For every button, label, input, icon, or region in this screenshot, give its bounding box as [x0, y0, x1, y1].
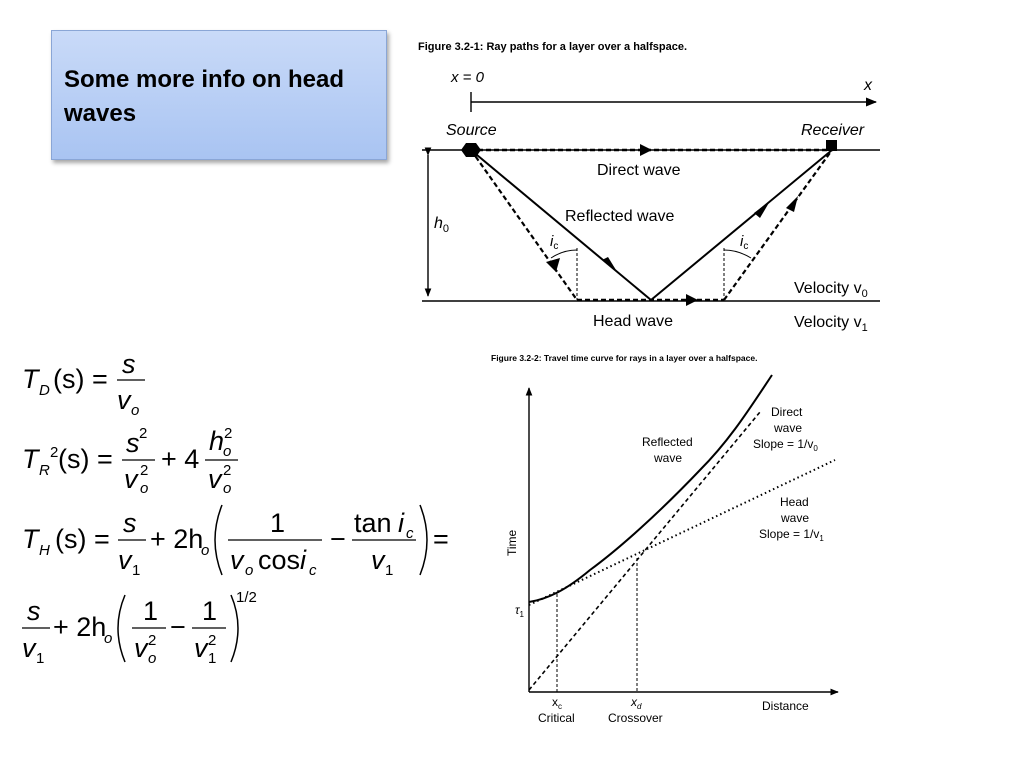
- equation-head: [22, 505, 449, 579]
- svg-text:D: D: [39, 382, 50, 399]
- direct-wave-text-1: Direct: [771, 405, 803, 419]
- svg-text:2: 2: [224, 425, 233, 442]
- critical-label: Critical: [538, 711, 575, 725]
- ray-path-figure: [418, 41, 880, 334]
- svg-text:1: 1: [143, 596, 159, 626]
- reflected-down-arrowhead: [602, 257, 616, 270]
- svg-text:cos: cos: [258, 545, 301, 575]
- reflected-wave-label: Reflected wave: [565, 208, 675, 225]
- svg-text:T: T: [22, 524, 39, 554]
- slide-title: Some more info on head waves: [64, 66, 345, 127]
- svg-text:v: v: [371, 545, 385, 575]
- head-up-arrowhead: [786, 196, 798, 212]
- head-wave-text-2: wave: [781, 511, 810, 525]
- svg-text:2: 2: [208, 632, 217, 649]
- equation-head-simplified: [22, 589, 257, 667]
- svg-text:T: T: [22, 364, 39, 394]
- direct-wave-arrowhead: [640, 144, 652, 156]
- svg-text:2: 2: [223, 462, 232, 479]
- svg-text:v: v: [22, 633, 36, 663]
- head-wave-slope: Slope = $1/v_1$: [759, 527, 824, 543]
- svg-text:(s) =: (s) =: [53, 364, 108, 394]
- svg-text:1: 1: [270, 508, 286, 538]
- svg-text:R: R: [39, 462, 50, 479]
- reflected-wave-curve: [529, 375, 772, 602]
- svg-text:s: s: [126, 428, 140, 458]
- figure1-caption: Figure 3.2-1: Ray paths for a layer over a halfspace.: [418, 41, 687, 53]
- svg-text:2: 2: [50, 444, 59, 461]
- svg-text:s: s: [123, 508, 137, 538]
- time-axis-label: Time: [505, 529, 519, 556]
- thickness-label: $h_0$: [434, 215, 450, 235]
- reflected-wave-text-1: Reflected: [642, 435, 693, 449]
- svg-text:1: 1: [202, 596, 218, 626]
- svg-text:s: s: [27, 596, 41, 626]
- head-down-arrowhead: [546, 258, 560, 272]
- svg-text:o: o: [140, 480, 149, 497]
- equations: [22, 349, 449, 667]
- svg-text:2: 2: [140, 462, 149, 479]
- svg-text:v: v: [118, 545, 132, 575]
- xd-label: $x_d$: [631, 695, 642, 711]
- direct-wave-text-2: wave: [774, 421, 803, 435]
- svg-text:o: o: [131, 402, 140, 419]
- intercept-label: $\tau_1$: [515, 603, 524, 619]
- receiver-square-icon: [826, 140, 837, 151]
- svg-text:H: H: [39, 542, 50, 559]
- svg-text:+ 4: + 4: [161, 444, 200, 474]
- equation-direct: [22, 349, 145, 419]
- svg-text:v: v: [134, 633, 148, 663]
- svg-text:v: v: [230, 545, 244, 575]
- svg-text:1: 1: [208, 650, 217, 667]
- velocity0-label: Velocity $v_0$: [794, 280, 868, 300]
- svg-text:c: c: [309, 562, 317, 579]
- svg-text:o: o: [223, 443, 232, 460]
- svg-text:+ 2h: + 2h: [150, 524, 204, 554]
- svg-text:1: 1: [385, 562, 394, 579]
- svg-text:s: s: [122, 349, 136, 379]
- critical-angle-right: $i_c$: [740, 233, 749, 252]
- svg-text:o: o: [223, 480, 232, 497]
- svg-text:tan: tan: [354, 508, 392, 538]
- svg-text:(s) =: (s) =: [55, 524, 110, 554]
- svg-text:o: o: [201, 542, 210, 559]
- svg-text:v: v: [124, 464, 138, 494]
- svg-text:o: o: [148, 650, 157, 667]
- velocity1-label: Velocity $v_1$: [794, 314, 868, 334]
- svg-text:+ 2h: + 2h: [53, 612, 107, 642]
- xc-label: $x_c$: [552, 695, 562, 711]
- svg-text:o: o: [104, 630, 113, 647]
- source-label: Source: [446, 122, 497, 139]
- critical-angle-left: $i_c$: [550, 233, 559, 252]
- svg-text:1: 1: [132, 562, 141, 579]
- svg-text:c: c: [406, 525, 414, 542]
- svg-text:2: 2: [148, 632, 157, 649]
- distance-axis-label: Distance: [762, 699, 809, 713]
- svg-text:1: 1: [36, 650, 45, 667]
- svg-text:v: v: [117, 385, 131, 415]
- head-wave-label: Head wave: [593, 313, 674, 330]
- head-wave-text-1: Head: [780, 495, 809, 509]
- equation-reflected: [22, 425, 238, 497]
- svg-text:1/2: 1/2: [236, 589, 257, 606]
- crossover-label: Crossover: [608, 711, 663, 725]
- figure2-caption: Figure 3.2-2: Travel time curve for rays in a layer over a halfspace.: [491, 353, 758, 363]
- svg-text:h: h: [209, 426, 225, 456]
- svg-text:−: −: [330, 524, 346, 554]
- reflected-up-arrowhead: [754, 201, 770, 218]
- svg-text:v: v: [194, 633, 208, 663]
- x-origin-label: x = 0: [451, 69, 484, 86]
- x-axis-label: x: [864, 77, 872, 94]
- svg-text:o: o: [245, 562, 254, 579]
- svg-text:i: i: [300, 545, 306, 575]
- svg-text:=: =: [433, 524, 449, 554]
- svg-text:(s) =: (s) =: [58, 444, 113, 474]
- receiver-label: Receiver: [801, 122, 865, 139]
- svg-text:v: v: [208, 464, 222, 494]
- direct-wave-slope: Slope = $1/v_0$: [753, 437, 818, 453]
- svg-text:2: 2: [139, 425, 148, 442]
- travel-time-figure: [491, 353, 838, 725]
- head-interface-arrowhead: [686, 294, 698, 306]
- reflected-wave-text-2: wave: [654, 451, 683, 465]
- svg-text:i: i: [398, 508, 404, 538]
- direct-wave-label: Direct wave: [597, 162, 681, 179]
- svg-text:T: T: [22, 444, 39, 474]
- svg-text:−: −: [170, 612, 186, 642]
